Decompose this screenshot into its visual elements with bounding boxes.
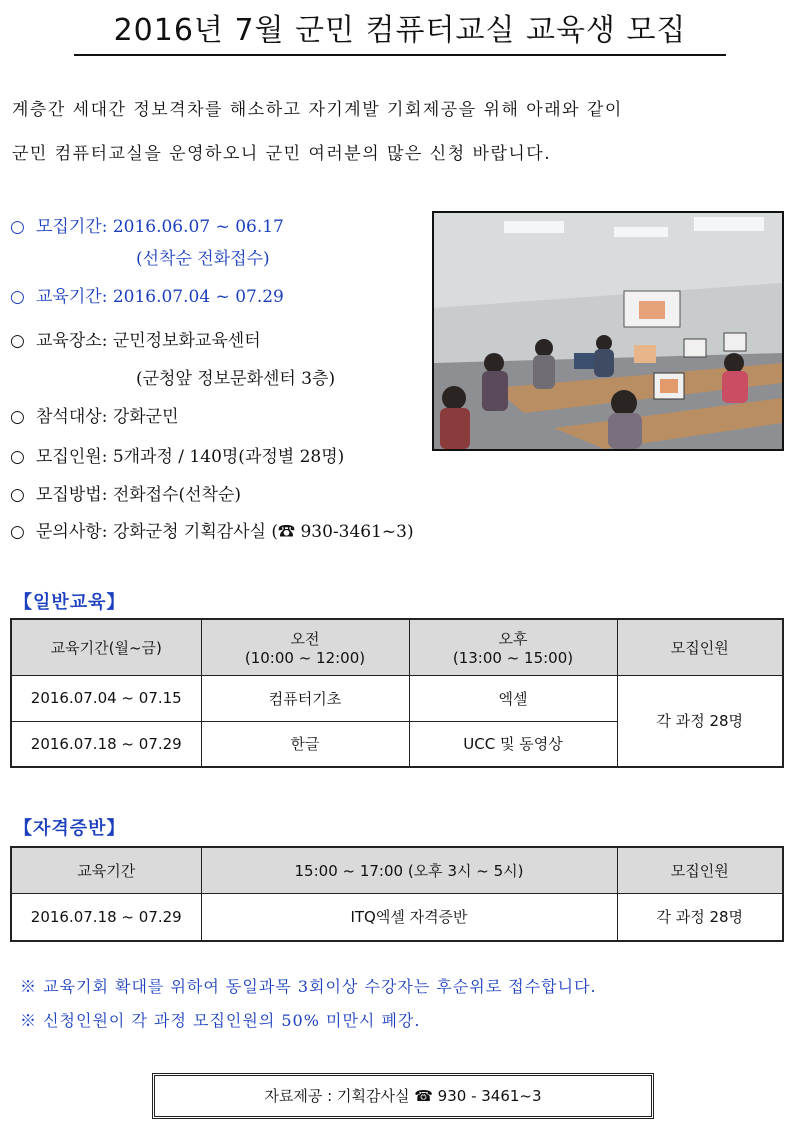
info-recruit-note: (선착순 전화접수) xyxy=(136,249,270,269)
circle-bullet-icon: ○ xyxy=(10,407,25,427)
general-header-am-time: (10:00 ~ 12:00) xyxy=(244,648,366,667)
circle-bullet-icon: ○ xyxy=(10,331,25,351)
info-edu-period xyxy=(10,282,284,307)
info-place-note: (군청앞 정보문화센터 3층) xyxy=(136,369,336,389)
cert-row-quota: 각 과정 28명 xyxy=(617,893,783,941)
info-contact-text: 문의사항: 강화군청 기획감사실 (☎ 930-3461~3) xyxy=(36,522,414,542)
circle-bullet-icon: ○ xyxy=(10,485,25,505)
info-target-text: 참석대상: 강화군민 xyxy=(36,407,179,427)
general-header-am-label: 오전 xyxy=(290,629,320,648)
general-header-pm xyxy=(409,619,617,675)
info-place-text: 교육장소: 군민정보화교육센터 xyxy=(36,331,261,351)
cert-schedule-table xyxy=(10,846,784,942)
cert-row-period: 2016.07.18 ~ 07.29 xyxy=(11,893,201,941)
info-contact xyxy=(10,517,414,542)
table-row xyxy=(11,893,783,941)
general-quota-value: 각 과정 28명 xyxy=(617,675,783,767)
circle-bullet-icon: ○ xyxy=(10,287,25,307)
info-quota xyxy=(10,442,344,467)
footer-source: 자료제공 : 기획감사실 ☎ 930 - 3461~3 xyxy=(152,1073,654,1119)
general-header-pm-time: (13:00 ~ 15:00) xyxy=(452,648,574,667)
info-target xyxy=(10,402,179,427)
general-header-period: 교육기간(월~금) xyxy=(11,619,201,675)
general-schedule-table xyxy=(10,618,784,768)
page-title: 2016년 7월 군민 컴퓨터교실 교육생 모집 xyxy=(74,12,726,56)
info-place xyxy=(10,326,261,351)
circle-bullet-icon: ○ xyxy=(10,522,25,542)
intro-text xyxy=(12,88,792,176)
info-recruit-period xyxy=(10,212,284,237)
info-method xyxy=(10,480,241,505)
cert-header-quota: 모집인원 xyxy=(617,847,783,893)
general-section-label: 【일반교육】 xyxy=(14,592,126,613)
general-header-am xyxy=(201,619,409,675)
note-1: ※ 교육기회 확대를 위하여 동일과목 3회이상 수강자는 후순위로 접수합니다. xyxy=(20,977,597,996)
classroom-photo xyxy=(432,211,784,451)
circle-bullet-icon: ○ xyxy=(10,447,25,467)
info-quota-text: 모집인원: 5개과정 / 140명(과정별 28명) xyxy=(36,447,345,467)
circle-bullet-icon: ○ xyxy=(10,217,25,237)
notes xyxy=(20,970,597,1038)
general-header-pm-label: 오후 xyxy=(498,629,528,648)
cert-section-label: 【자격증반】 xyxy=(14,818,126,839)
general-row-1-period: 2016.07.04 ~ 07.15 xyxy=(11,675,201,721)
cert-header-time: 15:00 ~ 17:00 (오후 3시 ~ 5시) xyxy=(201,847,617,893)
general-header-quota: 모집인원 xyxy=(617,619,783,675)
classroom-illustration xyxy=(434,213,782,449)
info-edu-period-text: 교육기간: 2016.07.04 ~ 07.29 xyxy=(36,287,284,307)
table-row xyxy=(11,675,783,721)
general-row-1-pm: 엑셀 xyxy=(409,675,617,721)
intro-line-1: 계층간 세대간 정보격차를 해소하고 자기계발 기회제공을 위해 아래와 같이 xyxy=(12,100,623,120)
general-row-2-period: 2016.07.18 ~ 07.29 xyxy=(11,721,201,767)
info-method-text: 모집방법: 전화접수(선착순) xyxy=(36,485,242,505)
cert-header-period: 교육기간 xyxy=(11,847,201,893)
note-2: ※ 신청인원이 각 과정 모집인원의 50% 미만시 폐강. xyxy=(20,1011,421,1030)
info-recruit-period-text: 모집기간: 2016.06.07 ~ 06.17 xyxy=(36,217,284,237)
general-row-1-am: 컴퓨터기초 xyxy=(201,675,409,721)
cert-row-course: ITQ엑셀 자격증반 xyxy=(201,893,617,941)
general-row-2-am: 한글 xyxy=(201,721,409,767)
general-row-2-pm: UCC 및 동영상 xyxy=(409,721,617,767)
intro-line-2: 군민 컴퓨터교실을 운영하오니 군민 여러분의 많은 신청 바랍니다. xyxy=(12,144,552,164)
